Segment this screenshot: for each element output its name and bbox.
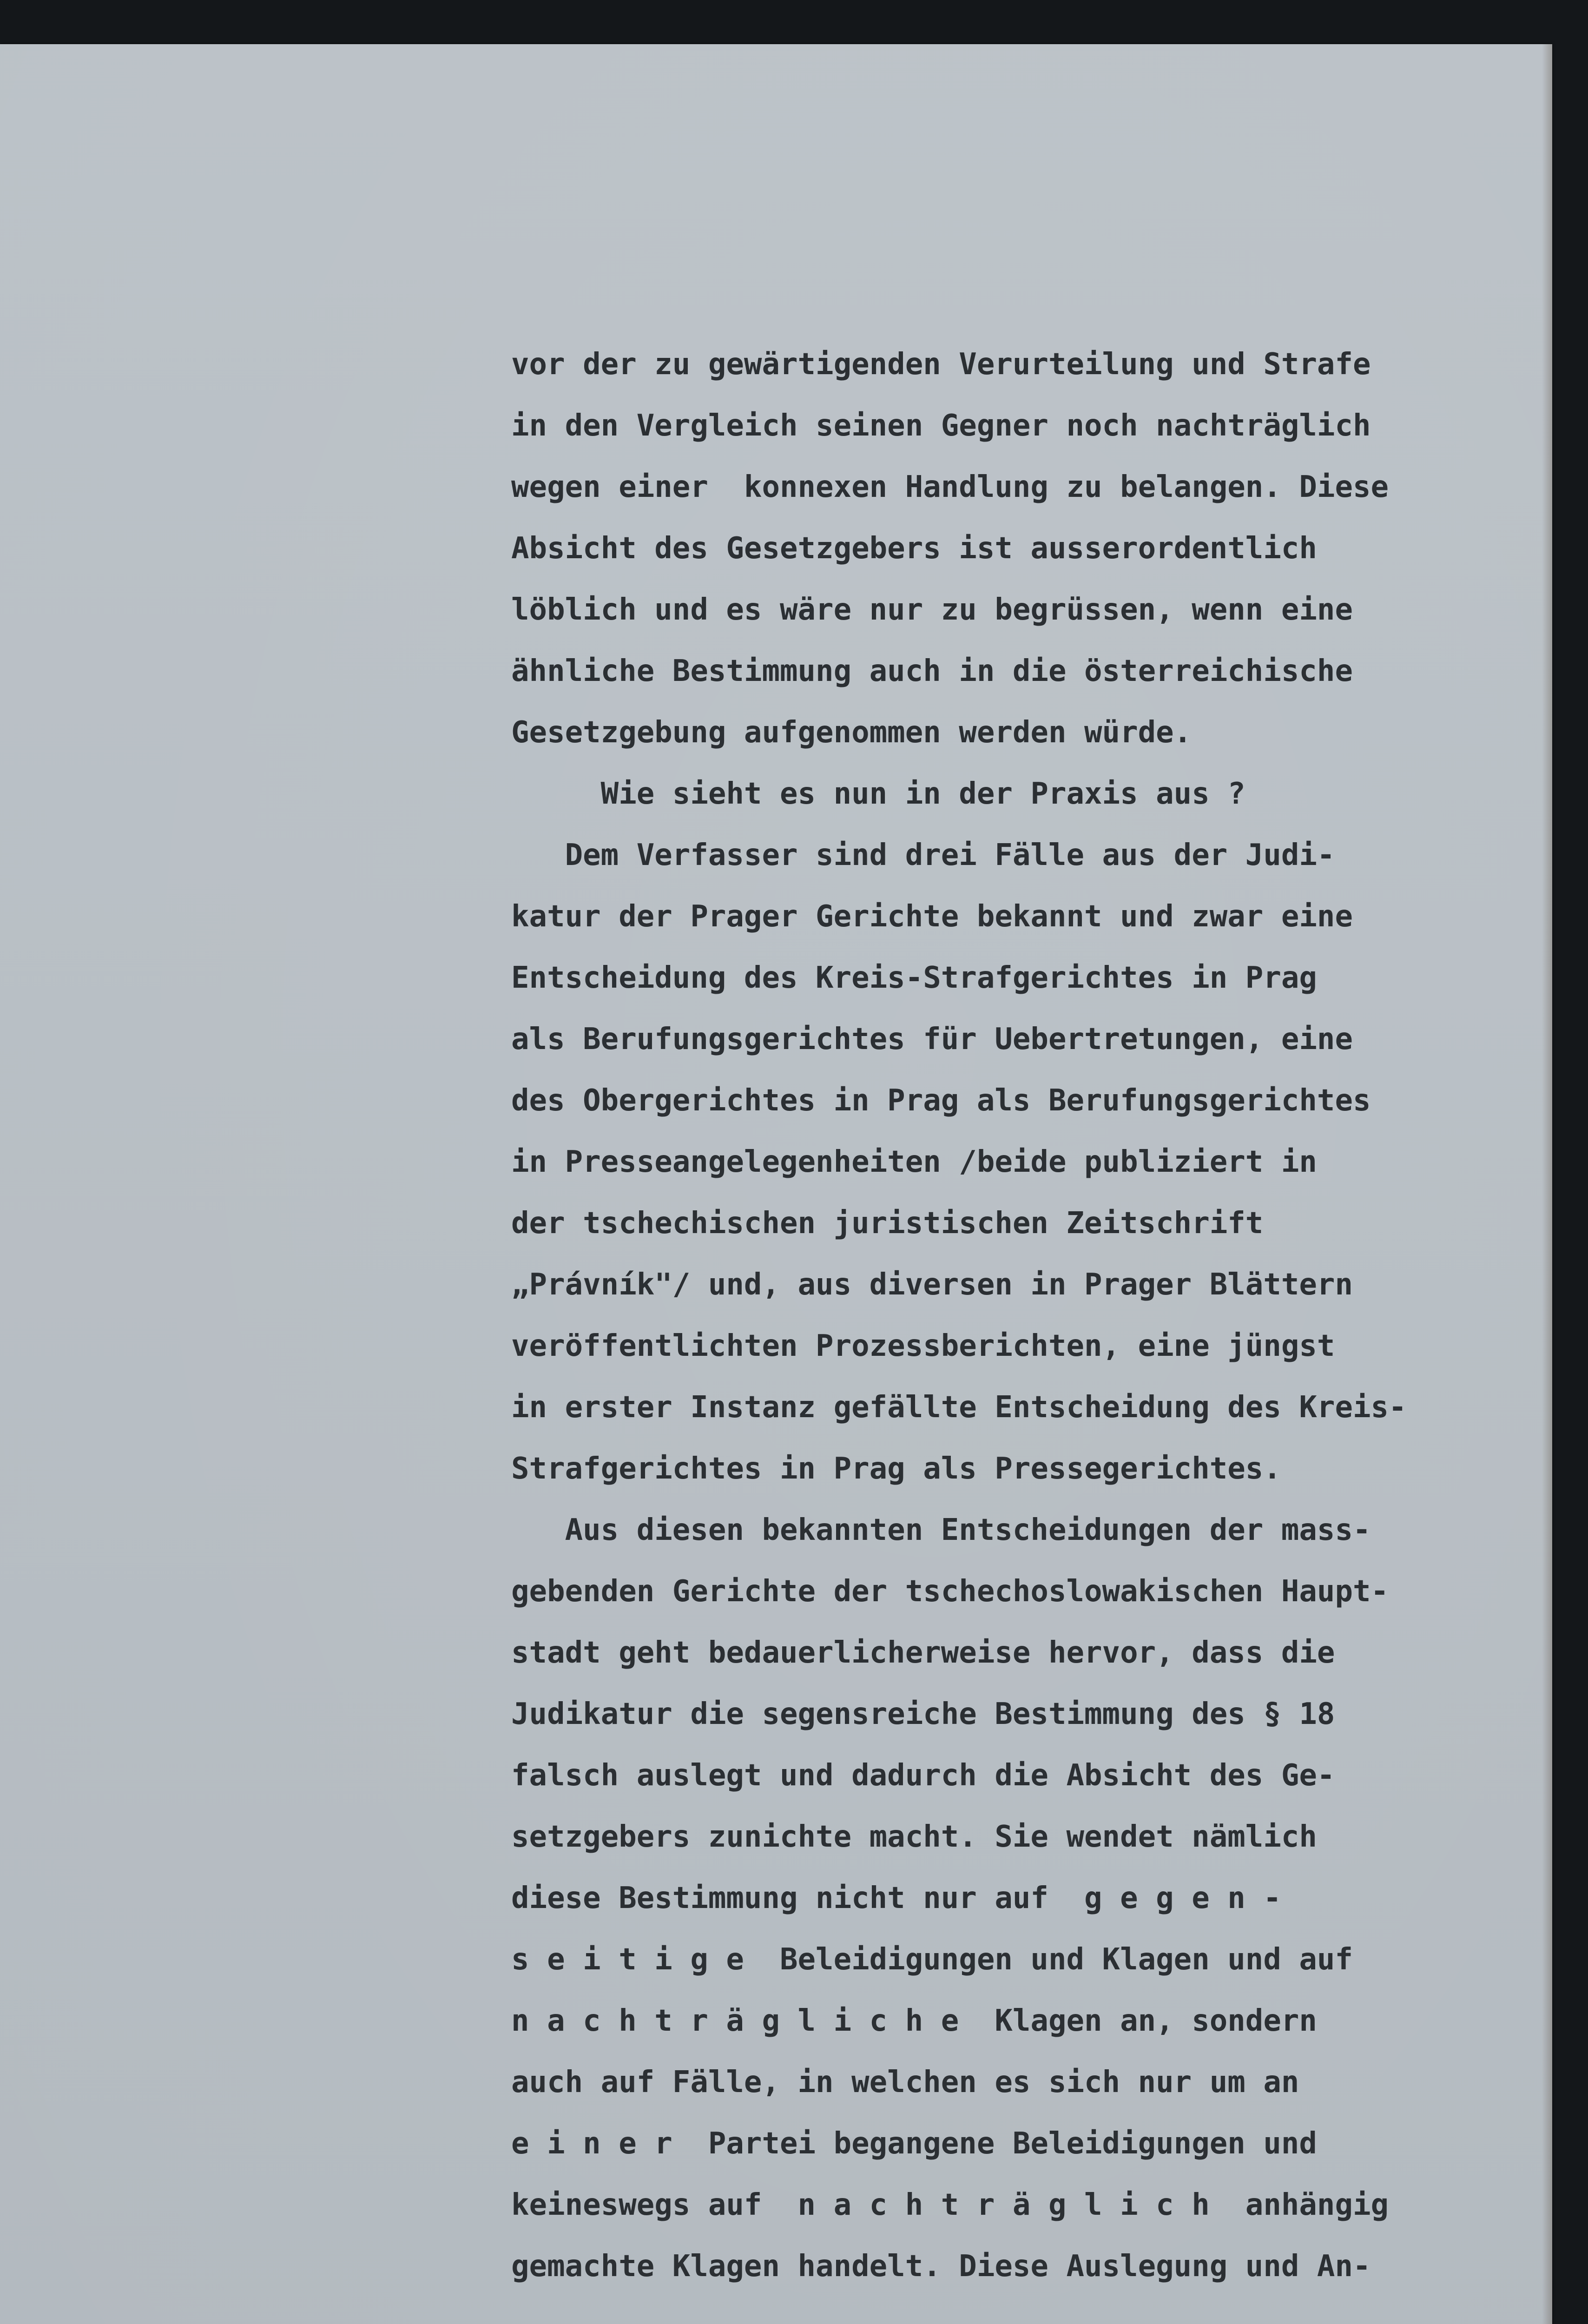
- text-line: als Berufungsgerichtes für Uebertretungen, eine: [511, 1022, 1353, 1056]
- text-line: diese Bestimmung nicht nur auf g e g e n -: [511, 1881, 1281, 1915]
- text-line: veröffentlichten Prozessberichten, eine jüngst: [511, 1329, 1335, 1363]
- text-line: katur der Prager Gerichte bekannt und zwar eine: [511, 899, 1353, 934]
- text-line: gemachte Klagen handelt. Diese Auslegung und An-: [511, 2249, 1371, 2284]
- text-line: auch auf Fälle, in welchen es sich nur um an: [511, 2065, 1299, 2100]
- text-line: Strafgerichtes in Prag als Pressegerichtes.: [511, 1452, 1281, 1486]
- text-line: e i n e r Partei begangene Beleidigungen und: [511, 2126, 1317, 2161]
- text-line: Dem Verfasser sind drei Fälle aus der Judi-: [511, 838, 1335, 872]
- text-line: keineswegs auf n a c h t r ä g l i c h anhängig: [511, 2188, 1389, 2222]
- text-line: s e i t i g e Beleidigungen und Klagen und auf: [511, 1942, 1353, 1977]
- text-line: in erster Instanz gefällte Entscheidung des Kreis-: [511, 1390, 1407, 1425]
- text-line: wegen einer konnexen Handlung zu belangen. Diese: [511, 470, 1389, 504]
- text-line: setzgebers zunichte macht. Sie wendet nämlich: [511, 1820, 1317, 1854]
- text-line: Aus diesen bekannten Entscheidungen der mass-: [511, 1513, 1371, 1547]
- text-line: ähnliche Bestimmung auch in die österreichische: [511, 654, 1353, 688]
- text-line: vor der zu gewärtigenden Verurteilung und Strafe: [511, 347, 1371, 382]
- text-line: stadt geht bedauerlicherweise hervor, dass die: [511, 1636, 1335, 1670]
- text-line: falsch auslegt und dadurch die Absicht des Ge-: [511, 1758, 1335, 1793]
- text-line: „Právník"/ und, aus diversen in Prager Blättern: [511, 1268, 1353, 1302]
- text-line: gebenden Gerichte der tschechoslowakischen Haupt-: [511, 1574, 1389, 1609]
- text-line: Wie sieht es nun in der Praxis aus ?: [511, 777, 1245, 811]
- text-line: in den Vergleich seinen Gegner noch nachträglich: [511, 409, 1371, 443]
- text-line: n a c h t r ä g l i c h e Klagen an, sondern: [511, 2004, 1317, 2038]
- text-line: der tschechischen juristischen Zeitschrift: [511, 1206, 1264, 1241]
- text-line: Gesetzgebung aufgenommen werden würde.: [511, 715, 1192, 750]
- typed-text-body: [511, 334, 1548, 2297]
- text-line: Absicht des Gesetzgebers ist ausserordentlich: [511, 531, 1317, 566]
- text-line: in Presseangelegenheiten /beide publiziert in: [511, 1145, 1317, 1179]
- text-line: Entscheidung des Kreis-Strafgerichtes in Prag: [511, 961, 1317, 995]
- text-line: löblich und es wäre nur zu begrüssen, wenn eine: [511, 593, 1353, 627]
- text-line: des Obergerichtes in Prag als Berufungsgerichtes: [511, 1083, 1371, 1118]
- text-line: Judikatur die segensreiche Bestimmung des § 18: [511, 1697, 1335, 1731]
